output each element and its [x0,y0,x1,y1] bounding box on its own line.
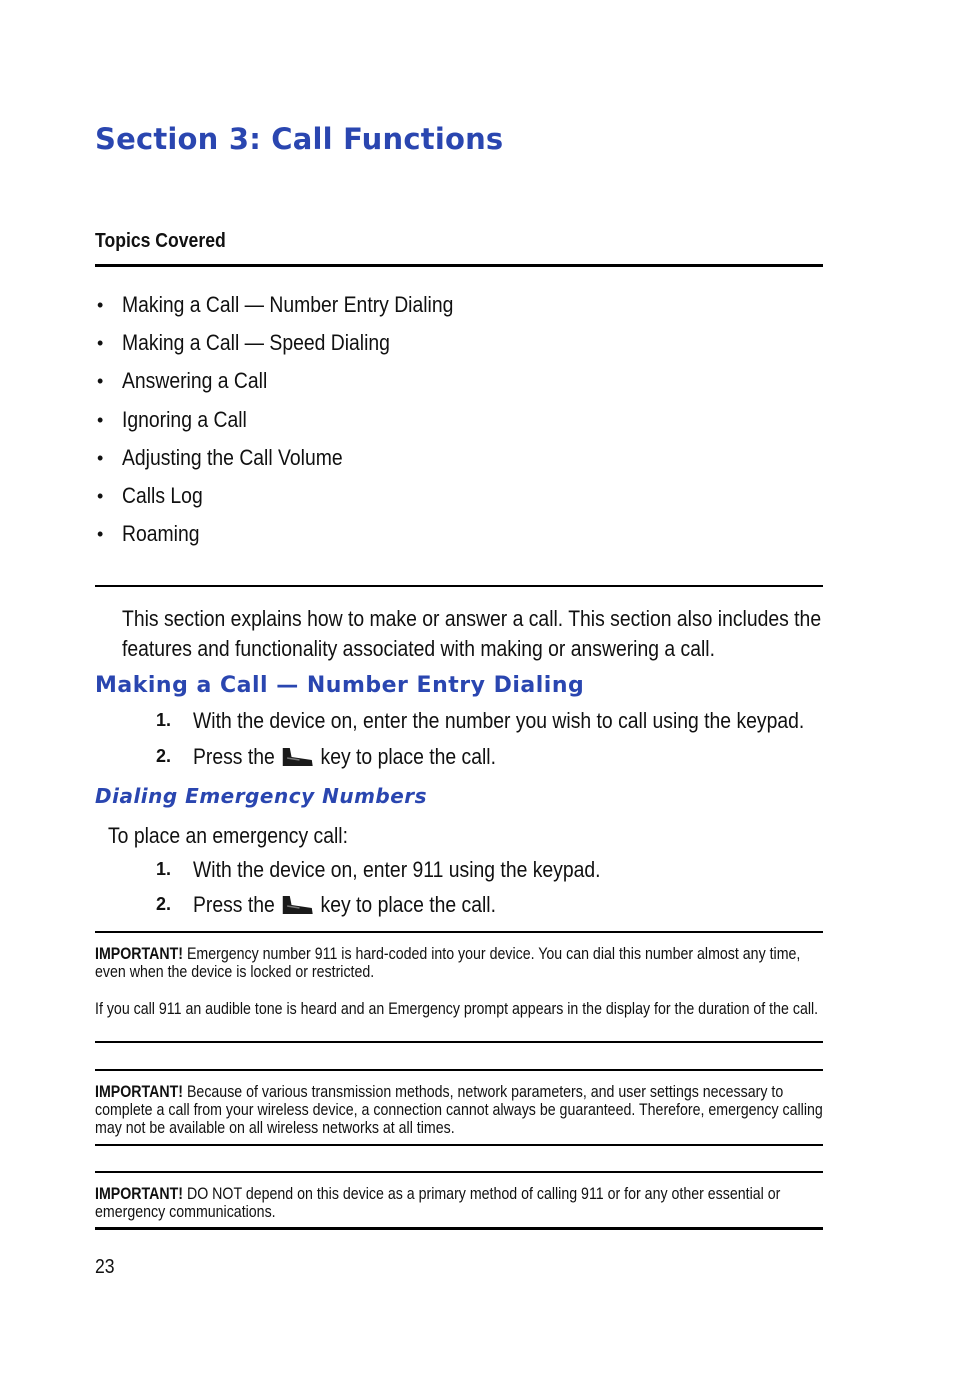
send-key-icon [280,894,315,916]
section-title: Section 3: Call Functions [95,122,504,156]
important-note-3: IMPORTANT! DO NOT depend on this device as a primary method of calling 911 or for any other essential or emergency communications. [95,1185,781,1221]
important-label: IMPORTANT! [95,1185,184,1203]
note-2-top-rule [95,1069,823,1071]
bullet-icon: • [97,371,104,392]
important-label: IMPORTANT! [95,1083,184,1101]
topics-top-rule [95,264,823,267]
send-key-icon [280,746,315,768]
bullet-icon: • [97,524,104,545]
note-1-top-rule [95,931,823,933]
note-3-bottom-rule [95,1227,823,1230]
bullet-icon: • [97,409,104,430]
topics-bottom-rule [95,585,823,587]
page-number: 23 [95,1256,115,1278]
manual-page: Section 3: Call Functions Topics Covered • Making a Call — Number Entry Dialing • Making a Call — Speed Dialing • Answering a Call • Ignoring a Call • Adjusting the Call Volume • Calls Log • Roaming This section explains how to make or answer a call. This section also includes the features and functionality associated with making or answering a call. Making a Call — Number Entry Dialing 1. With the device on, enter the number you wish to call using the keypad. 2. Press the key to place the call. Dialing Emergency Numbers To place an emergency call: 1. With the device on, enter 911 using the keypad. 2. Press the key to place the call. IMPORTANT! Emergency number 911 is hard-coded into your device. You can dial this number almost any time, even when the device is locked or restricted. If you call 911 an audible tone is heard and an Emergency prompt appears in the display for the duration of the call. IMPORTANT! Because of various transmission methods, network parameters, and user settings necessary to complete a call from your wireless device, a connection cannot always be guaranteed. Therefore, emergency calling may not be available on all wireless networks at all times. IMPORTANT! DO NOT depend on this device as a primary method of calling 911 or for any other essential or emergency communications. 23 [0,0,954,1389]
note-1-bottom-rule [95,1041,823,1043]
important-note-1: IMPORTANT! Emergency number 911 is hard-coded into your device. You can dial this number almost any time, even when the device is locked or restricted. If you call 911 an audible tone is heard and an Emergency prompt appears in the display for the duration of the call. [95,945,819,1018]
bullet-icon: • [97,447,104,468]
important-note-2: IMPORTANT! Because of various transmission methods, network parameters, and user settings necessary to complete a call from your wireless device, a connection cannot always be guaranteed. Therefore, emergency calling may not be available on all wireless networks at all times. [95,1083,823,1137]
bullet-icon: • [97,333,104,354]
emergency-heading: Dialing Emergency Numbers [95,784,428,808]
note-3-top-rule [95,1171,823,1173]
note-2-bottom-rule [95,1144,823,1146]
intro-paragraph: This section explains how to make or answer a call. This section also includes the features and functionality associated with making or answering a call. [122,606,822,661]
emergency-lead: To place an emergency call: [108,823,348,848]
bullet-icon: • [97,485,104,506]
bullet-icon: • [97,295,104,315]
number-entry-heading: Making a Call — Number Entry Dialing [95,673,585,698]
topics-heading: Topics Covered [95,230,226,252]
important-label: IMPORTANT! [95,945,184,963]
